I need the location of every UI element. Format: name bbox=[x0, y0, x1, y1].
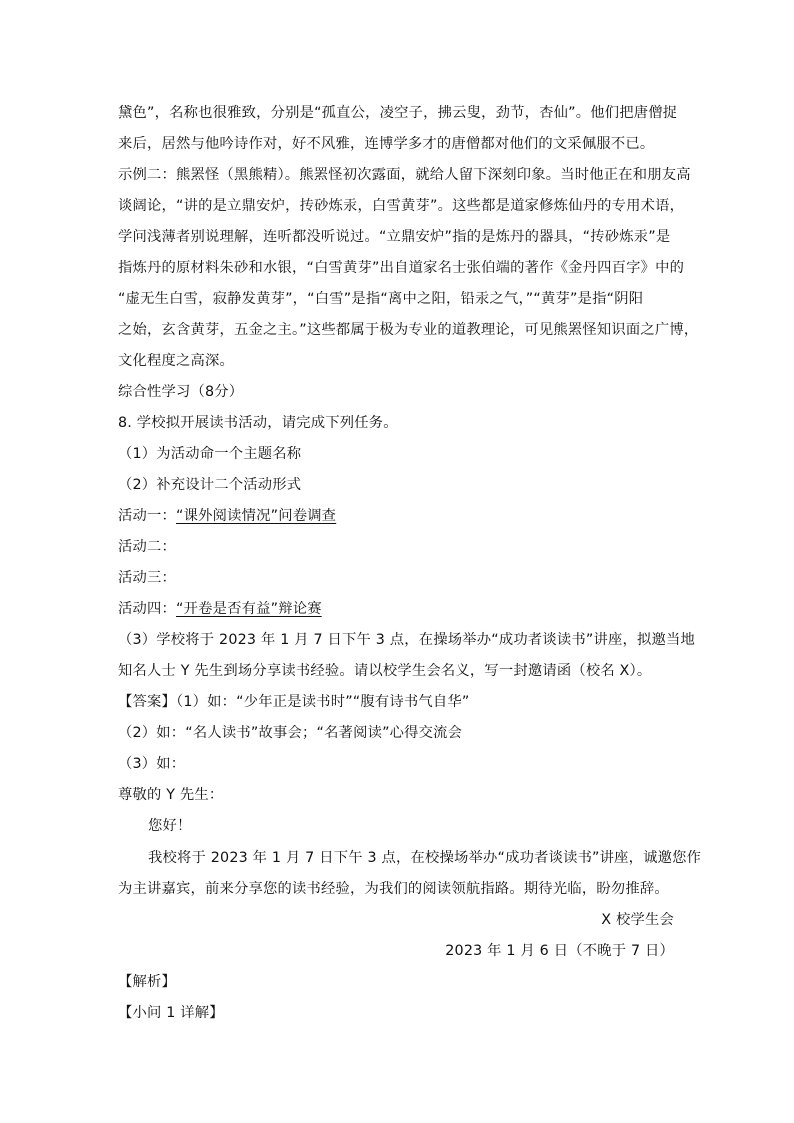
activity-row bbox=[118, 568, 176, 588]
activity-label: 活动二： bbox=[118, 539, 176, 555]
activity-label: 活动一： bbox=[118, 508, 176, 524]
letter-body: 我校将于 2023 年 1 月 7 日下午 3 点，在校操场举办“成功者谈读书”讲座，诚邀您作 bbox=[148, 850, 702, 866]
analysis-heading: 【解析】 bbox=[118, 974, 176, 990]
paragraph-line: 示例二：熊罴怪（黑熊精）。熊罴怪初次露面，就给人留下深刻印象。当时他正在和朋友高 bbox=[118, 167, 691, 183]
letter-date: 2023 年 1 月 6 日（不晚于 7 日） bbox=[445, 943, 674, 959]
paragraph-line: 之始，玄含黄芽，五金之主。”这些都属于极为专业的道教理论，可见熊罴怪知识面之广博， bbox=[118, 322, 699, 338]
paragraph-line: 学问浅薄者别说理解，连听都没听说过。“立鼎安炉”指的是炼丹的器具，“抟砂炼汞”是 bbox=[118, 229, 671, 245]
letter-greeting: 您好！ bbox=[148, 818, 192, 834]
paragraph-line: “虚无生白雪，寂静发黄芽”，“白雪”是指“离中之阳，铅汞之气，”“黄芽”是指“阴阳 bbox=[118, 291, 644, 307]
activity-value: “开卷是否有益”辩论赛 bbox=[176, 601, 322, 617]
question-stem: 8. 学校拟开展读书活动，请完成下列任务。 bbox=[118, 415, 398, 431]
letter-salutation: 尊敬的 Y 先生： bbox=[118, 787, 224, 803]
paragraph-line: 来后，居然与他吟诗作对，好不风雅，连博学多才的唐僧都对他们的文采佩服不已。 bbox=[118, 136, 655, 152]
task-item: 知名人士 Y 先生到场分享读书经验。请以校学生会名义，写一封邀请函（校名 X）。 bbox=[118, 663, 652, 679]
analysis-subheading: 【小问 1 详解】 bbox=[118, 1005, 224, 1021]
paragraph-line: 文化程度之高深。 bbox=[118, 353, 234, 369]
activity-row bbox=[118, 537, 176, 557]
paragraph-line: 谈阔论，“讲的是立鼎安炉，抟砂炼汞，白雪黄芽”。这些都是道家修炼仙丹的专用术语， bbox=[118, 198, 685, 214]
answer-line: （3）如： bbox=[118, 756, 186, 772]
task-item: （2）补充设计二个活动形式 bbox=[118, 477, 302, 493]
activity-row bbox=[118, 506, 336, 526]
activity-row bbox=[118, 599, 322, 619]
activity-label: 活动三： bbox=[118, 570, 176, 586]
task-item: （3）学校将于 2023 年 1 月 7 日下午 3 点，在操场举办“成功者谈读书”讲座，拟邀当地 bbox=[118, 632, 695, 648]
activity-value: “课外阅读情况”问卷调查 bbox=[176, 508, 337, 524]
letter-body: 为主讲嘉宾，前来分享您的读书经验，为我们的阅读领航指路。期待光临，盼勿推辞。 bbox=[118, 881, 669, 897]
paragraph-line: 指炼丹的原材料朱砂和水银，“白雪黄芽”出自道家名士张伯端的著作《金丹四百字》中的 bbox=[118, 260, 685, 276]
task-item: （1）为活动命一个主题名称 bbox=[118, 446, 302, 462]
letter-signature: X 校学生会 bbox=[601, 912, 674, 928]
answer-line: （2）如：“名人读书”故事会；“名著阅读”心得交流会 bbox=[118, 725, 463, 741]
paragraph-line: 黛色”，名称也很雅致，分别是“孤直公，凌空子，拂云叟，劲节，杏仙”。他们把唐僧捉 bbox=[118, 105, 678, 121]
section-heading: 综合性学习（8分） bbox=[118, 384, 244, 400]
answer-line: 【答案】（1）如：“少年正是读书时”“腹有诗书气自华” bbox=[118, 694, 470, 710]
activity-label: 活动四： bbox=[118, 601, 176, 617]
